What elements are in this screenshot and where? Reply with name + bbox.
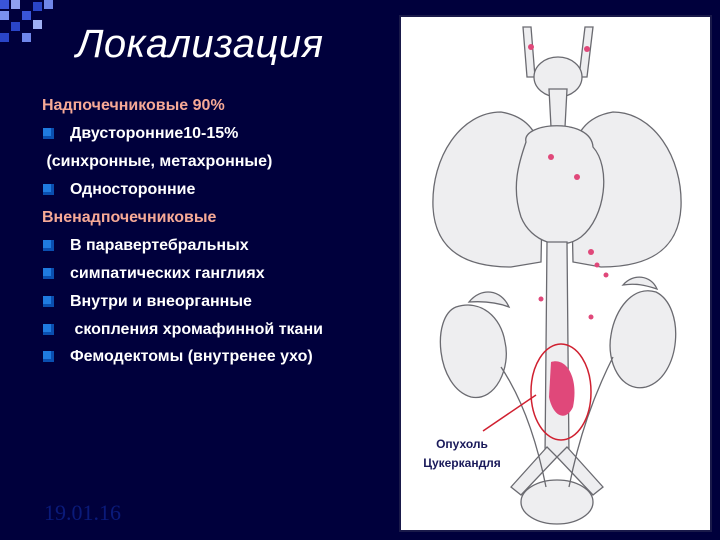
list-item-note-text: (синхронные, метахронные) [42, 153, 273, 170]
tumor-spot [574, 174, 580, 180]
list-item [42, 264, 392, 284]
heading-extra-adrenal [42, 208, 392, 228]
tumor-spot [604, 273, 609, 278]
trachea [549, 89, 567, 127]
list-item [42, 292, 392, 312]
list-item-note [42, 152, 392, 172]
list-item-text: Фемодектомы (внутренее ухо) [70, 348, 313, 365]
left-adrenal-gland [469, 292, 509, 307]
heading-adrenal [42, 96, 392, 116]
heading-adrenal-text: Надпочечниковые 90% [42, 97, 225, 114]
anatomy-figure-panel [399, 15, 712, 532]
right-adrenal-gland [623, 277, 657, 289]
bullet-square-icon [43, 324, 54, 335]
tumor-spot [539, 297, 544, 302]
bullet-square-icon [43, 351, 54, 362]
heart [516, 126, 603, 244]
left-carotid-artery [523, 27, 535, 77]
bullet-square-icon [43, 184, 54, 195]
bullet-square-icon [43, 268, 54, 279]
list-item-text: Двусторонние10-15% [70, 125, 239, 142]
list-item-text: В паравертебральных [70, 237, 249, 254]
list-item [42, 124, 392, 144]
right-kidney [610, 291, 676, 388]
content-list [42, 96, 392, 375]
list-item-text: симпатических ганглиях [70, 265, 265, 282]
slide-date: 19.01.16 [44, 500, 121, 525]
zuckerkandl-tumor [549, 361, 574, 415]
tumor-spot [548, 154, 554, 160]
list-item-text: Односторонние [70, 181, 196, 198]
list-item [42, 236, 392, 256]
bullet-square-icon [43, 240, 54, 251]
slide-title: Локализация [76, 22, 324, 66]
list-item-text: скопления хромафинной ткани [70, 321, 323, 338]
tumor-spot [588, 249, 594, 255]
bullet-square-icon [43, 128, 54, 139]
list-item [42, 180, 392, 200]
bullet-square-icon [43, 296, 54, 307]
tumor-label [401, 435, 523, 473]
aorta [545, 242, 569, 457]
label-pointer-line [483, 395, 536, 431]
corner-decoration [0, 0, 64, 48]
list-item [42, 347, 392, 367]
tumor-spot [595, 263, 600, 268]
list-item-text: Внутри и внеорганные [70, 293, 252, 310]
tumor-label-line2: Цукеркандля [423, 456, 501, 470]
right-carotid-artery [579, 27, 593, 77]
tumor-spot [584, 46, 590, 52]
heading-extra-adrenal-text: Вненадпочечниковые [42, 209, 217, 226]
left-kidney [440, 305, 506, 397]
list-item [42, 320, 370, 339]
bladder [521, 480, 593, 524]
tumor-spot [589, 315, 594, 320]
tumor-label-line1: Опухоль [436, 437, 488, 451]
tumor-spot [528, 44, 534, 50]
